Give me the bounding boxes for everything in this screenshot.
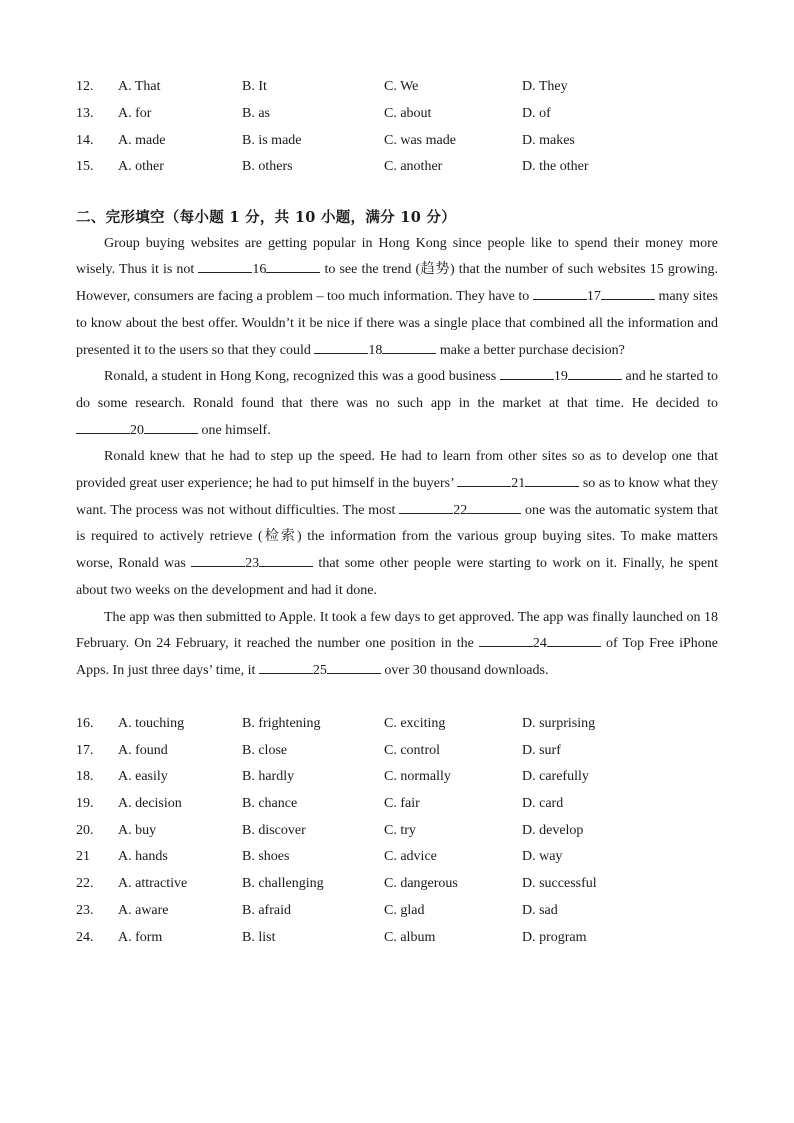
- option-d: D. surprising: [522, 716, 596, 732]
- option-c: C. exciting: [384, 716, 446, 732]
- option-b: B. chance: [242, 796, 298, 812]
- option-a: A. form: [118, 929, 163, 945]
- blank-16: [198, 262, 320, 277]
- option-c: C. fair: [384, 796, 420, 812]
- blank-number: 16: [252, 262, 267, 278]
- spacer: [76, 685, 718, 711]
- question-row: [76, 764, 718, 791]
- option-b: B. others: [242, 159, 293, 175]
- passage-text: Ronald knew that he had to step up the speed. He had to learn from other sites so as to develop one that provided great user experience; he had to put himself in the buyers’: [76, 449, 718, 492]
- option-c: C. another: [384, 159, 443, 175]
- option-c: C. normally: [384, 769, 451, 785]
- option-a: A. decision: [118, 796, 182, 812]
- passage-text: to see the trend (趋势) that the number of such websites 15 growing. However, consumers are facing a problem – too much information. They have to: [76, 262, 718, 305]
- passage-text: many sites to know about the best offer. Wouldn’t it be nice if there was a single place that combined all the information and presented it to the users so that they could: [76, 289, 719, 358]
- question-row: [76, 871, 718, 898]
- option-a: A. found: [118, 742, 168, 758]
- option-b: B. shoes: [242, 849, 290, 865]
- option-b: B. close: [242, 742, 288, 758]
- question-row: [76, 844, 718, 871]
- blank-20: [76, 423, 198, 438]
- blank-number: 19: [553, 369, 568, 385]
- blank-number: 20: [130, 422, 144, 438]
- option-b: B. hardly: [242, 769, 295, 785]
- question-number: 23.: [76, 902, 94, 918]
- blank-number: 18: [368, 342, 383, 358]
- question-row: [76, 127, 718, 154]
- passage-text: so as to know what they want. The process was not without difficulties. The most: [76, 476, 718, 518]
- option-a: A. easily: [118, 769, 168, 785]
- option-c: C. advice: [384, 849, 437, 865]
- question-number: 15.: [76, 159, 94, 175]
- option-b: B. frightening: [242, 716, 321, 732]
- option-d: D. surf: [522, 742, 561, 758]
- blank-22: [399, 503, 521, 518]
- blank-number: 17: [586, 289, 601, 305]
- option-b: B. It: [242, 79, 267, 95]
- blank-number: 24: [532, 636, 547, 652]
- section-title: 二、完形填空（每小题 1 分，共 10 小题，满分 10 分）: [76, 208, 457, 226]
- blank-25: [259, 663, 381, 678]
- option-c: C. glad: [384, 902, 425, 918]
- question-number: 12.: [76, 79, 94, 95]
- option-d: D. carefully: [522, 769, 589, 785]
- blank-number: 25: [312, 663, 327, 678]
- passage-text: Ronald, a student in Hong Kong, recognized this was a good business: [104, 369, 500, 385]
- question-number: 14.: [76, 132, 94, 148]
- option-a: A. for: [118, 106, 152, 122]
- question-row: [76, 711, 718, 738]
- passage-text: Group buying websites are getting popular in Hong Kong since people like to spend their money more wisely. Thus it is not: [76, 235, 718, 278]
- option-c: C. about: [384, 106, 432, 122]
- option-d: D. the other: [522, 159, 589, 175]
- question-number: 22.: [76, 876, 94, 892]
- question-number: 13.: [76, 106, 94, 122]
- option-c: C. We: [384, 79, 419, 95]
- blank-18: [314, 343, 436, 358]
- question-row: [76, 898, 718, 925]
- question-row: [76, 737, 718, 764]
- question-row: [76, 154, 718, 181]
- option-a: A. touching: [118, 716, 185, 732]
- option-a: A. aware: [118, 902, 169, 918]
- blank-number: 22: [453, 502, 468, 518]
- option-c: C. try: [384, 822, 416, 838]
- passage-paragraph-2: [76, 364, 718, 444]
- question-row: [76, 101, 718, 128]
- option-d: D. program: [522, 929, 587, 945]
- passage-text: and he started to do some research. Ronald found that there was no such app in the market at that time. He decided to: [76, 369, 718, 411]
- question-row: [76, 817, 718, 844]
- option-c: C. album: [384, 929, 436, 945]
- option-b: B. list: [242, 929, 276, 945]
- option-d: D. makes: [522, 132, 575, 148]
- option-d: D. card: [522, 796, 564, 812]
- passage-text: over 30 thousand downloads.: [380, 663, 549, 678]
- question-number: 20.: [76, 822, 94, 838]
- passage-paragraph-1: [76, 231, 718, 365]
- passage-text: The app was then submitted to Apple. It took a few days to get approved. The app was finally launched on 18 February. On 24 February, it reached the number one position in the: [76, 609, 718, 652]
- passage-text: that some other people were starting to work on it. Finally, he spent about two weeks on the development and had it done.: [76, 556, 718, 598]
- option-d: D. develop: [522, 822, 584, 838]
- blank-number: 23: [245, 556, 260, 572]
- option-b: B. discover: [242, 822, 306, 838]
- option-d: D. successful: [522, 876, 597, 892]
- passage-paragraph-4: [76, 605, 718, 685]
- question-number: 16.: [76, 716, 94, 732]
- option-d: D. sad: [522, 902, 558, 918]
- option-d: D. They: [522, 79, 568, 95]
- passage-text: one was the automatic system that is required to actively retrieve (检索) the information from the various group buying sites. To make matters worse, Ronald was: [76, 502, 718, 572]
- question-number: 17.: [76, 742, 94, 758]
- option-a: A. buy: [118, 822, 157, 838]
- question-number: 19.: [76, 796, 94, 812]
- top-options-table: [76, 74, 718, 181]
- option-c: C. dangerous: [384, 876, 458, 892]
- passage-text: of Top Free iPhone Apps. In just three days’ time, it: [76, 636, 719, 678]
- option-a: A. attractive: [118, 876, 188, 892]
- question-number: 24.: [76, 929, 94, 945]
- question-row: [76, 74, 718, 101]
- option-c: C. was made: [384, 132, 456, 148]
- option-c: C. control: [384, 742, 440, 758]
- option-a: A. hands: [118, 849, 168, 865]
- blank-number: 21: [511, 476, 526, 492]
- exam-page: [76, 74, 718, 951]
- bottom-options-table: [76, 711, 718, 951]
- passage-paragraph-3: [76, 444, 718, 604]
- passage-text: make a better purchase decision?: [436, 342, 625, 358]
- question-row: [76, 924, 718, 951]
- cloze-passage: [76, 231, 718, 685]
- option-b: B. as: [242, 106, 270, 122]
- option-b: B. afraid: [242, 902, 291, 918]
- option-d: D. way: [522, 849, 563, 865]
- option-a: A. made: [118, 132, 166, 148]
- option-b: B. is made: [242, 132, 302, 148]
- option-a: A. other: [118, 159, 164, 175]
- option-a: A. That: [118, 79, 161, 95]
- passage-text: one himself.: [198, 422, 271, 438]
- blank-21: [457, 476, 579, 491]
- blank-23: [191, 556, 313, 571]
- question-number: 18.: [76, 769, 94, 785]
- option-d: D. of: [522, 106, 551, 122]
- question-row: [76, 791, 718, 818]
- blank-17: [533, 289, 655, 304]
- blank-24: [479, 636, 601, 651]
- question-number: 21: [76, 849, 90, 865]
- option-b: B. challenging: [242, 876, 324, 892]
- blank-19: [500, 369, 622, 384]
